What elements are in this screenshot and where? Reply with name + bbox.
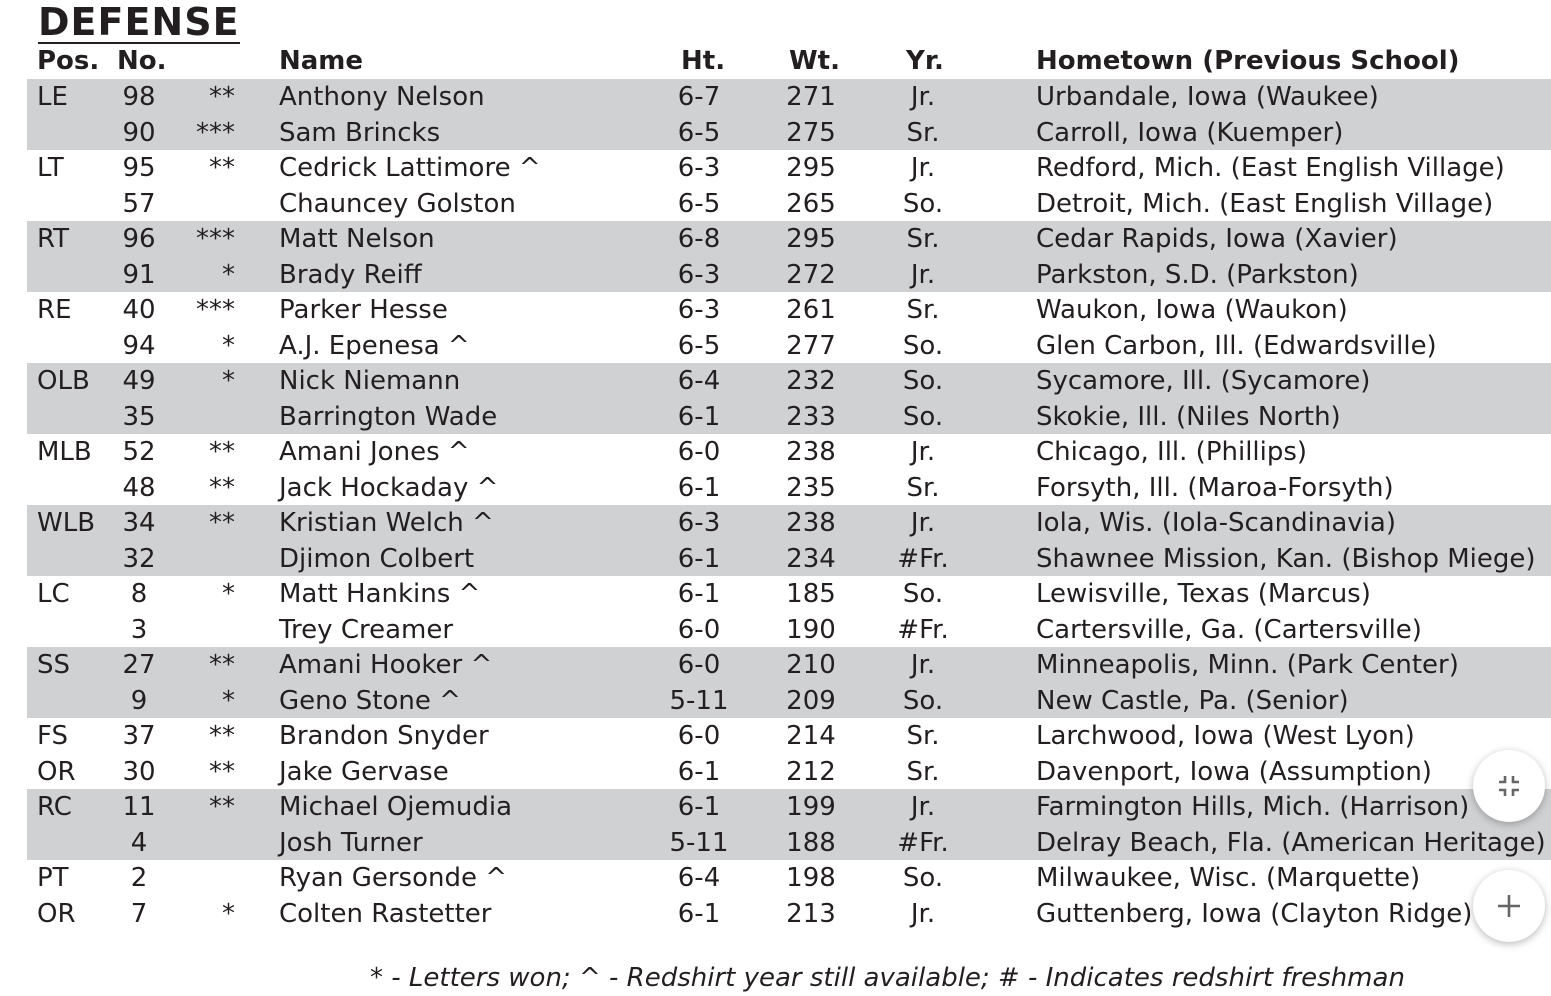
letters-won-cell: * xyxy=(222,330,235,361)
zoom-in-button[interactable] xyxy=(1473,870,1545,942)
height-cell: 6-0 xyxy=(677,437,721,467)
letters-won-cell: *** xyxy=(196,224,235,254)
table-row xyxy=(0,789,1551,825)
class-year-cell: So. xyxy=(902,579,944,609)
jersey-number-cell: 4 xyxy=(130,827,148,858)
height-cell: 6-3 xyxy=(677,295,721,325)
weight-cell: 233 xyxy=(786,401,836,432)
height-cell: 6-3 xyxy=(677,153,721,183)
hometown-cell: New Castle, Pa. (Senior) xyxy=(1036,685,1349,716)
class-year-cell: Sr. xyxy=(906,117,940,148)
height-cell: 6-0 xyxy=(677,721,721,751)
table-row xyxy=(0,612,1551,648)
hometown-cell: Waukon, Iowa (Waukon) xyxy=(1036,295,1348,325)
table-row xyxy=(0,505,1551,541)
height-cell: 6-3 xyxy=(677,508,721,538)
class-year-cell: Jr. xyxy=(910,898,936,929)
weight-cell: 295 xyxy=(786,224,836,254)
position-cell: OR xyxy=(37,898,76,929)
jersey-number-cell: 94 xyxy=(122,330,156,361)
position-cell: RE xyxy=(37,295,72,325)
weight-cell: 232 xyxy=(786,366,836,396)
table-row xyxy=(0,150,1551,186)
weight-cell: 235 xyxy=(786,472,836,503)
player-name-cell: Djimon Colbert xyxy=(279,543,475,574)
jersey-number-cell: 27 xyxy=(122,650,156,680)
weight-cell: 198 xyxy=(786,863,836,893)
position-cell: LE xyxy=(37,82,68,112)
hometown-cell: Cartersville, Ga. (Cartersville) xyxy=(1036,614,1422,645)
col-header-yr: Yr. xyxy=(906,46,944,76)
table-row xyxy=(0,257,1551,293)
letters-won-cell: *** xyxy=(196,117,235,148)
player-name-cell: Trey Creamer xyxy=(279,614,454,645)
height-cell: 6-1 xyxy=(677,543,721,574)
player-name-cell: Nick Niemann xyxy=(279,366,461,396)
height-cell: 6-7 xyxy=(677,82,721,112)
hometown-cell: Skokie, Ill. (Niles North) xyxy=(1036,401,1341,432)
height-cell: 6-1 xyxy=(677,472,721,503)
letters-won-cell: * xyxy=(222,366,235,396)
hometown-cell: Milwaukee, Wisc. (Marquette) xyxy=(1036,863,1421,893)
weight-cell: 271 xyxy=(786,82,836,112)
height-cell: 6-5 xyxy=(677,330,721,361)
jersey-number-cell: 32 xyxy=(122,543,156,574)
class-year-cell: So. xyxy=(902,188,944,219)
player-name-cell: Cedrick Lattimore ^ xyxy=(279,153,541,183)
hometown-cell: Delray Beach, Fla. (American Heritage) xyxy=(1036,827,1546,858)
table-row xyxy=(0,825,1551,861)
position-cell: MLB xyxy=(37,437,92,467)
height-cell: 6-1 xyxy=(677,401,721,432)
letters-won-cell: * xyxy=(222,898,235,929)
table-row xyxy=(0,860,1551,896)
weight-cell: 234 xyxy=(786,543,836,574)
jersey-number-cell: 90 xyxy=(122,117,156,148)
letters-won-cell: ** xyxy=(209,82,235,112)
class-year-cell: Jr. xyxy=(910,650,936,680)
jersey-number-cell: 30 xyxy=(122,756,156,787)
weight-cell: 190 xyxy=(786,614,836,645)
hometown-cell: Redford, Mich. (East English Village) xyxy=(1036,153,1505,183)
class-year-cell: Jr. xyxy=(910,153,936,183)
jersey-number-cell: 48 xyxy=(122,472,156,503)
table-row xyxy=(0,470,1551,506)
class-year-cell: Sr. xyxy=(906,295,940,325)
position-cell: RT xyxy=(37,224,70,254)
collapse-button[interactable] xyxy=(1473,750,1545,822)
height-cell: 6-4 xyxy=(677,366,721,396)
weight-cell: 199 xyxy=(786,792,836,822)
column-header-row xyxy=(0,43,1551,79)
jersey-number-cell: 98 xyxy=(122,82,156,112)
hometown-cell: Guttenberg, Iowa (Clayton Ridge) xyxy=(1036,898,1473,929)
letters-won-cell: * xyxy=(222,579,235,609)
player-name-cell: Michael Ojemudia xyxy=(279,792,512,822)
height-cell: 6-8 xyxy=(677,224,721,254)
hometown-cell: Shawnee Mission, Kan. (Bishop Miege) xyxy=(1036,543,1536,574)
height-cell: 6-0 xyxy=(677,614,721,645)
class-year-cell: #Fr. xyxy=(897,543,949,574)
position-cell: LT xyxy=(37,153,64,183)
letters-won-cell: * xyxy=(222,685,235,716)
table-row xyxy=(0,683,1551,719)
jersey-number-cell: 96 xyxy=(122,224,156,254)
collapse-icon xyxy=(1495,772,1523,800)
position-cell: FS xyxy=(37,721,69,751)
hometown-cell: Forsyth, Ill. (Maroa-Forsyth) xyxy=(1036,472,1394,503)
letters-won-cell: ** xyxy=(209,792,235,822)
jersey-number-cell: 7 xyxy=(130,898,148,929)
section-title: DEFENSE xyxy=(38,0,240,44)
weight-cell: 209 xyxy=(786,685,836,716)
hometown-cell: Farmington Hills, Mich. (Harrison) xyxy=(1036,792,1470,822)
weight-cell: 265 xyxy=(786,188,836,219)
table-row xyxy=(0,754,1551,790)
height-cell: 6-0 xyxy=(677,650,721,680)
hometown-cell: Iola, Wis. (Iola-Scandinavia) xyxy=(1036,508,1396,538)
table-row xyxy=(0,115,1551,151)
jersey-number-cell: 91 xyxy=(122,259,156,290)
player-name-cell: A.J. Epenesa ^ xyxy=(279,330,470,361)
jersey-number-cell: 3 xyxy=(130,614,148,645)
table-row xyxy=(0,434,1551,470)
player-name-cell: Anthony Nelson xyxy=(279,82,485,112)
player-name-cell: Matt Hankins ^ xyxy=(279,579,481,609)
table-row xyxy=(0,718,1551,754)
hometown-cell: Detroit, Mich. (East English Village) xyxy=(1036,188,1494,219)
weight-cell: 238 xyxy=(786,437,836,467)
table-row xyxy=(0,292,1551,328)
letters-won-cell: ** xyxy=(209,508,235,538)
class-year-cell: #Fr. xyxy=(897,827,949,858)
plus-icon xyxy=(1495,892,1523,920)
table-row xyxy=(0,399,1551,435)
col-header-wt: Wt. xyxy=(789,46,840,76)
jersey-number-cell: 52 xyxy=(122,437,156,467)
player-name-cell: Matt Nelson xyxy=(279,224,435,254)
height-cell: 6-3 xyxy=(677,259,721,290)
position-cell: WLB xyxy=(37,508,96,538)
weight-cell: 238 xyxy=(786,508,836,538)
weight-cell: 295 xyxy=(786,153,836,183)
position-cell: OLB xyxy=(37,366,90,396)
player-name-cell: Kristian Welch ^ xyxy=(279,508,494,538)
height-cell: 6-4 xyxy=(677,863,721,893)
hometown-cell: Sycamore, Ill. (Sycamore) xyxy=(1036,366,1371,396)
player-name-cell: Brady Reiff xyxy=(279,259,422,290)
hometown-cell: Davenport, Iowa (Assumption) xyxy=(1036,756,1432,787)
class-year-cell: Sr. xyxy=(906,224,940,254)
class-year-cell: Sr. xyxy=(906,472,940,503)
class-year-cell: So. xyxy=(902,685,944,716)
jersey-number-cell: 49 xyxy=(122,366,156,396)
class-year-cell: Jr. xyxy=(910,259,936,290)
player-name-cell: Sam Brincks xyxy=(279,117,441,148)
height-cell: 6-1 xyxy=(677,898,721,929)
letters-won-cell: *** xyxy=(196,295,235,325)
table-row xyxy=(0,221,1551,257)
hometown-cell: Glen Carbon, Ill. (Edwardsville) xyxy=(1036,330,1437,361)
weight-cell: 210 xyxy=(786,650,836,680)
table-row xyxy=(0,186,1551,222)
table-row xyxy=(0,363,1551,399)
col-header-ht: Ht. xyxy=(681,46,726,76)
height-cell: 6-5 xyxy=(677,117,721,148)
hometown-cell: Minneapolis, Minn. (Park Center) xyxy=(1036,650,1459,680)
height-cell: 6-5 xyxy=(677,188,721,219)
weight-cell: 261 xyxy=(786,295,836,325)
hometown-cell: Chicago, Ill. (Phillips) xyxy=(1036,437,1308,467)
height-cell: 6-1 xyxy=(677,756,721,787)
position-cell: LC xyxy=(37,579,70,609)
hometown-cell: Urbandale, Iowa (Waukee) xyxy=(1036,82,1379,112)
letters-won-cell: ** xyxy=(209,756,235,787)
table-row xyxy=(0,79,1551,115)
weight-cell: 277 xyxy=(786,330,836,361)
class-year-cell: So. xyxy=(902,366,944,396)
weight-cell: 272 xyxy=(786,259,836,290)
player-name-cell: Amani Jones ^ xyxy=(279,437,470,467)
position-cell: RC xyxy=(37,792,72,822)
class-year-cell: Jr. xyxy=(910,437,936,467)
player-name-cell: Colten Rastetter xyxy=(279,898,492,929)
jersey-number-cell: 57 xyxy=(122,188,156,219)
letters-won-cell: ** xyxy=(209,153,235,183)
height-cell: 6-1 xyxy=(677,579,721,609)
table-row xyxy=(0,576,1551,612)
col-header-name: Name xyxy=(279,46,364,76)
letters-won-cell: ** xyxy=(209,472,235,503)
class-year-cell: So. xyxy=(902,863,944,893)
jersey-number-cell: 2 xyxy=(130,863,148,893)
weight-cell: 185 xyxy=(786,579,836,609)
position-cell: PT xyxy=(37,863,69,893)
jersey-number-cell: 11 xyxy=(122,792,156,822)
player-name-cell: Jack Hockaday ^ xyxy=(279,472,499,503)
hometown-cell: Lewisville, Texas (Marcus) xyxy=(1036,579,1371,609)
hometown-cell: Larchwood, Iowa (West Lyon) xyxy=(1036,721,1415,751)
jersey-number-cell: 35 xyxy=(122,401,156,432)
player-name-cell: Brandon Snyder xyxy=(279,721,489,751)
table-row xyxy=(0,328,1551,364)
col-header-no: No. xyxy=(117,46,167,76)
player-name-cell: Parker Hesse xyxy=(279,295,448,325)
letters-won-cell: * xyxy=(222,259,235,290)
weight-cell: 188 xyxy=(786,827,836,858)
letters-won-cell: ** xyxy=(209,437,235,467)
weight-cell: 275 xyxy=(786,117,836,148)
table-row xyxy=(0,541,1551,577)
hometown-cell: Carroll, Iowa (Kuemper) xyxy=(1036,117,1344,148)
jersey-number-cell: 95 xyxy=(122,153,156,183)
player-name-cell: Chauncey Golston xyxy=(279,188,516,219)
class-year-cell: So. xyxy=(902,401,944,432)
height-cell: 5-11 xyxy=(669,685,729,716)
player-name-cell: Barrington Wade xyxy=(279,401,498,432)
table-row xyxy=(0,896,1551,932)
jersey-number-cell: 34 xyxy=(122,508,156,538)
player-name-cell: Ryan Gersonde ^ xyxy=(279,863,508,893)
player-name-cell: Jake Gervase xyxy=(279,756,449,787)
table-row xyxy=(0,647,1551,683)
weight-cell: 213 xyxy=(786,898,836,929)
letters-won-cell: ** xyxy=(209,650,235,680)
player-name-cell: Amani Hooker ^ xyxy=(279,650,493,680)
jersey-number-cell: 40 xyxy=(122,295,156,325)
height-cell: 6-1 xyxy=(677,792,721,822)
letters-won-cell: ** xyxy=(209,721,235,751)
col-header-pos: Pos. xyxy=(37,46,100,76)
jersey-number-cell: 8 xyxy=(130,579,148,609)
col-header-hometown: Hometown (Previous School) xyxy=(1036,46,1460,76)
class-year-cell: Sr. xyxy=(906,756,940,787)
position-cell: SS xyxy=(37,650,71,680)
weight-cell: 214 xyxy=(786,721,836,751)
class-year-cell: Jr. xyxy=(910,792,936,822)
class-year-cell: So. xyxy=(902,330,944,361)
class-year-cell: Jr. xyxy=(910,508,936,538)
hometown-cell: Parkston, S.D. (Parkston) xyxy=(1036,259,1359,290)
position-cell: OR xyxy=(37,756,76,787)
class-year-cell: Jr. xyxy=(910,82,936,112)
class-year-cell: Sr. xyxy=(906,721,940,751)
class-year-cell: #Fr. xyxy=(897,614,949,645)
jersey-number-cell: 37 xyxy=(122,721,156,751)
player-name-cell: Josh Turner xyxy=(279,827,423,858)
height-cell: 5-11 xyxy=(669,827,729,858)
player-name-cell: Geno Stone ^ xyxy=(279,685,461,716)
weight-cell: 212 xyxy=(786,756,836,787)
jersey-number-cell: 9 xyxy=(130,685,148,716)
footnote: * - Letters won; ^ - Redshirt year still available; # - Indicates redshirt freshman xyxy=(370,963,1405,993)
hometown-cell: Cedar Rapids, Iowa (Xavier) xyxy=(1036,224,1398,254)
